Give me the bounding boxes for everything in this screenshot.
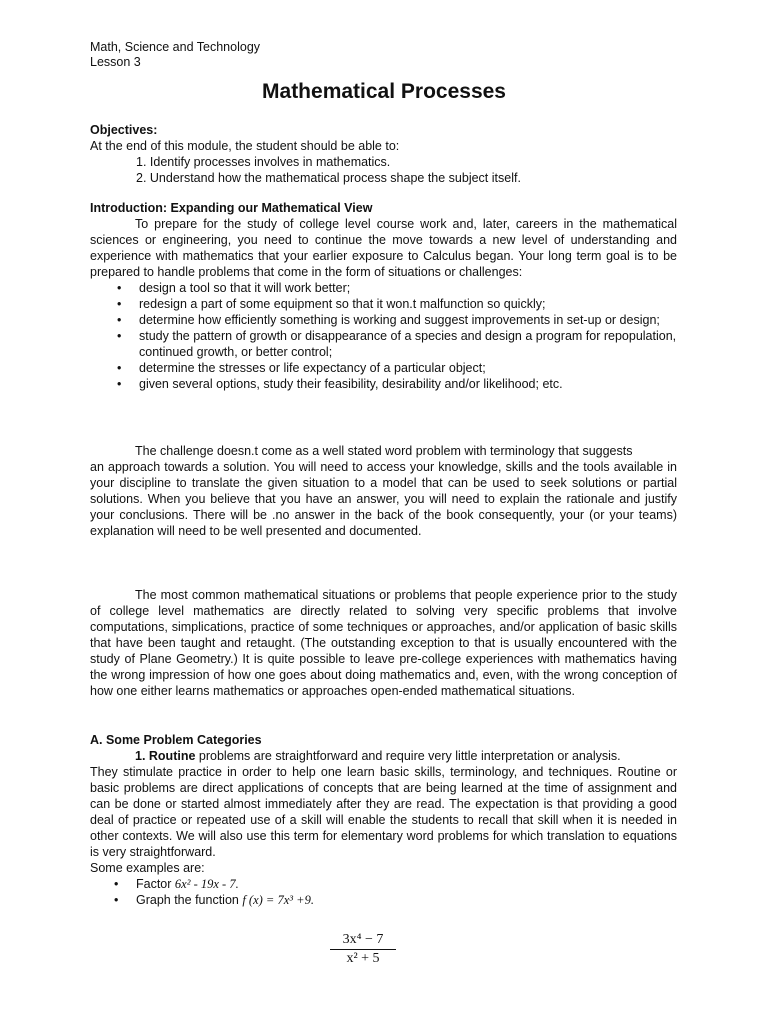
bullet-icon: • [114, 877, 119, 891]
list-item [90, 892, 677, 908]
bullet-icon: • [114, 893, 119, 907]
example-text: Graph the function [136, 893, 243, 907]
common-situations-paragraph: The most common mathematical situations or problems that people experience prior to the study of college level mathematics are directly related to solving very specific problems that involve computations, simplications, practice of some techniques or approaches, and/or application of basic skills that have been taught and retaught. (The outstanding exception to that is usually encountered with the study of Plane Geometry.) It is quite possible to leave pre-college experiences with mathematics having the wrong impression of how one goes about doing mathematics and, even, with the wrong conception of how one either learns mathematics or approaches open-ended mathematical situations. [90, 588, 677, 698]
bullet-icon: • [117, 361, 122, 375]
example-math: 6x² - 19x - 7. [174, 877, 239, 891]
example-math: f (x) = 7x³ +9. [242, 893, 314, 907]
list-item-text: redesign a part of some equipment so that it won.t malfunction so quickly; [139, 297, 546, 311]
objective-item: 2. Understand how the mathematical process shape the subject itself. [136, 171, 521, 185]
objectives-section [90, 122, 677, 186]
categories-heading: A. Some Problem Categories [90, 733, 262, 747]
bullet-icon: • [117, 297, 122, 311]
problem-categories-section [90, 732, 677, 908]
challenge-section [90, 443, 677, 539]
list-item-text: design a tool so that it will work better; [139, 281, 351, 295]
challenge-line: The challenge doesn.t come as a well stated word problem with terminology that suggests [135, 444, 633, 458]
list-item [90, 376, 677, 392]
list-item-text: given several options, study their feasibility, desirability and/or likelihood; etc. [139, 377, 563, 391]
introduction-section [90, 200, 677, 392]
bullet-icon: • [117, 377, 122, 391]
fraction-expression [330, 932, 396, 967]
bullet-icon: • [117, 313, 122, 327]
challenge-paragraph: an approach towards a solution. You will need to access your knowledge, skills and the tools available in your discipline to translate the given situation to a model that can be used to seek solutions or partial solutions. When you believe that you have an answer, you will need to explain the rationale and justify your conclusions. There will be .no answer in the back of the book consequently, your (or your teams) explanation will need to be well presented and documented. [90, 460, 677, 538]
introduction-heading: Introduction: Expanding our Mathematical View [90, 201, 373, 215]
routine-paragraph [90, 748, 677, 764]
challenge-list [90, 280, 677, 392]
fraction-denominator: x² + 5 [346, 951, 380, 966]
common-situations-section [90, 587, 677, 699]
objective-item: 1. Identify processes involves in mathematics. [136, 155, 391, 169]
list-item [90, 876, 677, 892]
examples-list [90, 876, 677, 908]
page-title: Mathematical Processes [262, 80, 506, 103]
list-item [90, 360, 677, 376]
list-item-text: determine how efficiently something is working and suggest improvements in set-up or design; [139, 313, 660, 327]
list-item [90, 280, 677, 296]
examples-label: Some examples are: [90, 861, 205, 875]
objectives-intro: At the end of this module, the student should be able to: [90, 139, 400, 153]
routine-label: 1. Routine [135, 749, 196, 763]
bullet-icon: • [117, 281, 122, 295]
example-text: Factor [136, 877, 175, 891]
list-item [90, 296, 677, 312]
introduction-paragraph: To prepare for the study of college level course work and, later, careers in the mathematical sciences or engineering, you need to continue the move towards a new level of understanding and experience with mathematics that your earlier exposure to Calculus began. Your long term goal is to be prepared to handle problems that come in the form of situations or challenges: [90, 217, 677, 279]
list-item [90, 312, 677, 328]
fraction-numerator: 3x⁴ − 7 [330, 932, 396, 950]
objectives-heading: Objectives: [90, 123, 158, 137]
list-item-text: determine the stresses or life expectancy of a particular object; [139, 361, 486, 375]
routine-text: problems are straightforward and require very little interpretation or analysis. [195, 749, 621, 763]
list-item [90, 328, 677, 360]
lesson-label: Lesson 3 [90, 55, 141, 69]
list-item-text: study the pattern of growth or disappearance of a species and design a program for repopulation, continued growth, or better control; [139, 329, 677, 359]
bullet-icon: • [117, 329, 122, 343]
course-header: Math, Science and Technology [90, 40, 261, 54]
routine-body: They stimulate practice in order to help one learn basic skills, terminology, and techniques. Routine or basic problems are direct applications of concepts that are being learned at the time of assignment and can be done or started almost immediately after they are read. The expectation is that providing a good deal of practice or repeated use of a skill will enable the students to recall that skill when it is needed in other contexts. We will also use this term for elementary word problems for which translation to equations is very straightforward. [90, 765, 677, 859]
